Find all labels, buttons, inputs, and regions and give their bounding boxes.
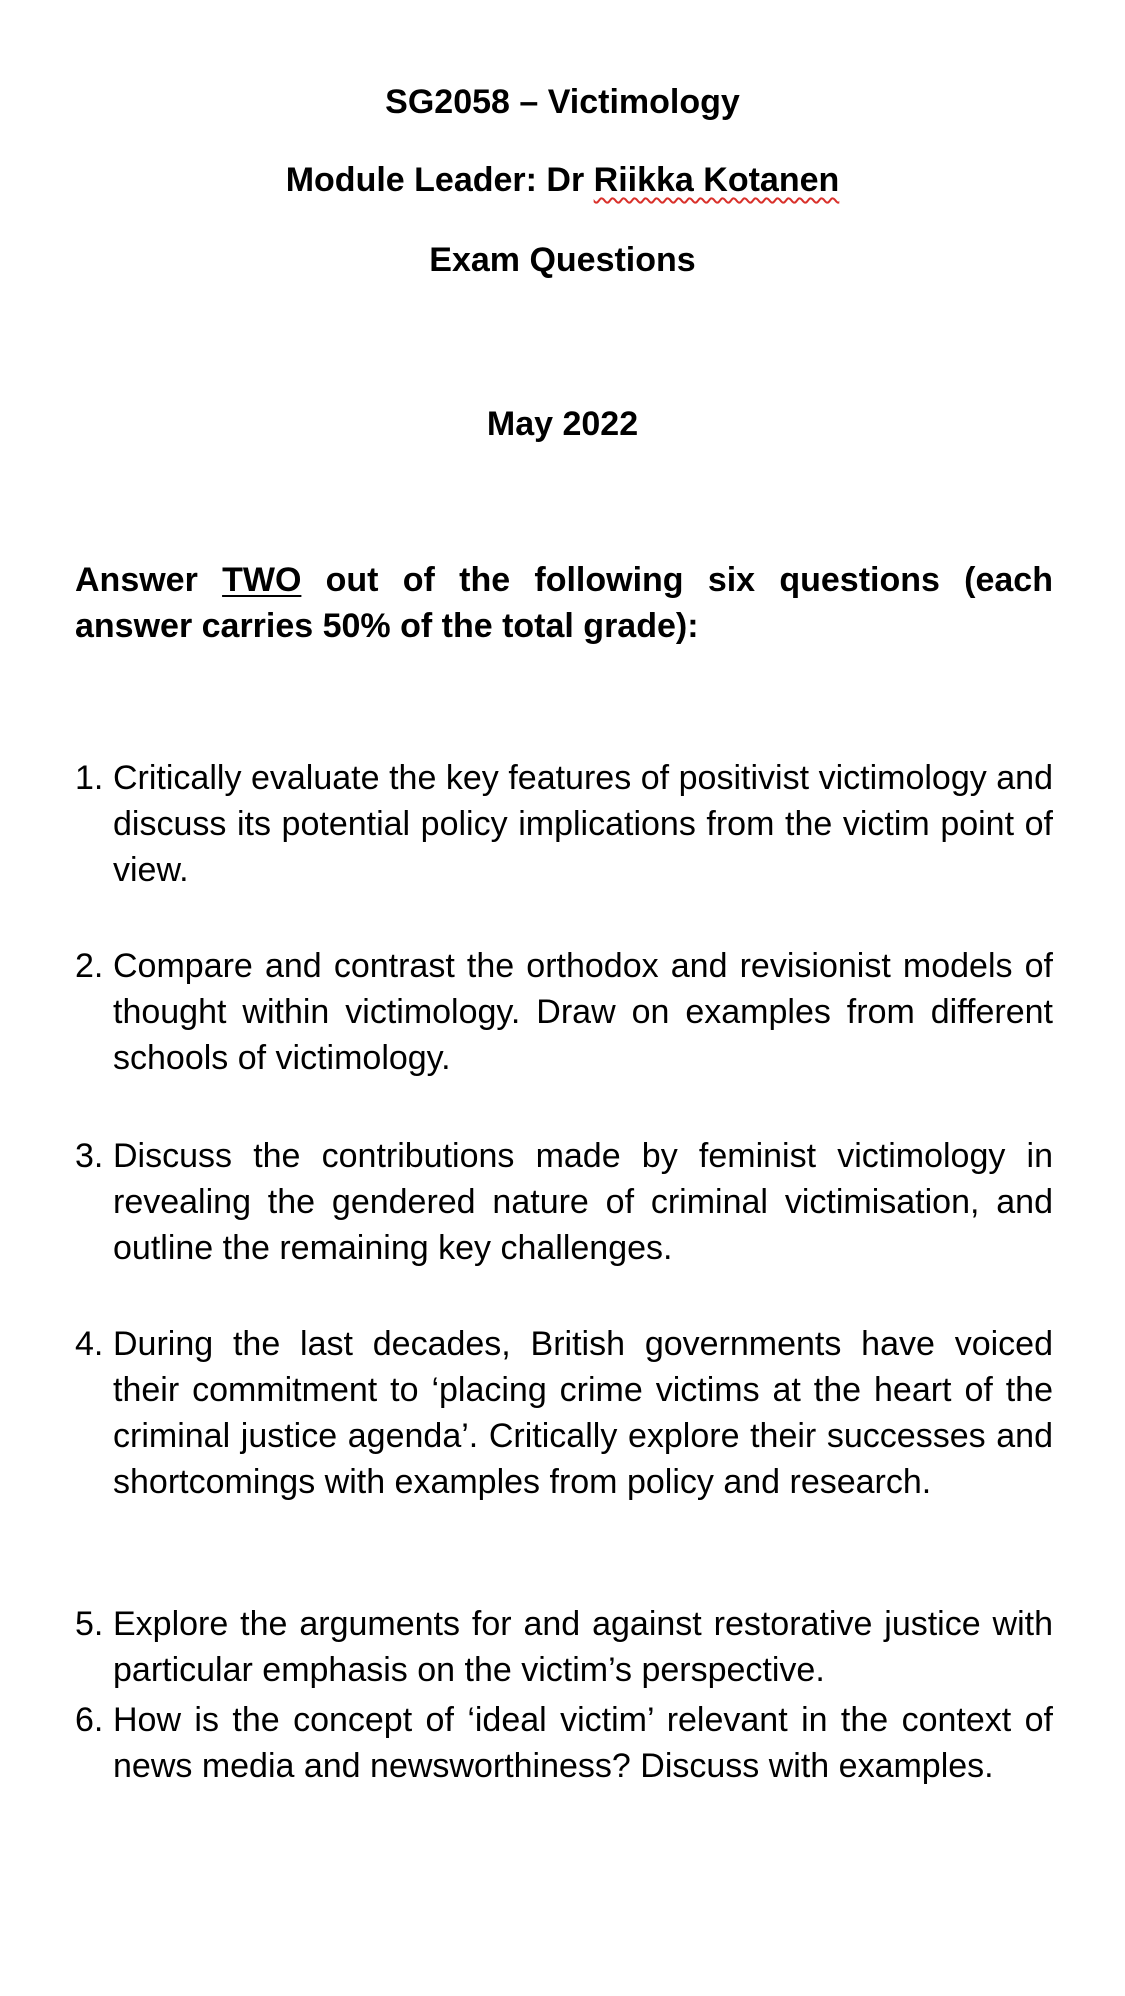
question-number: 6. xyxy=(75,1701,104,1739)
question-text: Critically evaluate the key features of positivist victimology and discuss its potential policy implications from the victim point of view. xyxy=(113,759,1053,889)
instructions-emphasis: TWO xyxy=(222,561,302,599)
exam-subtitle xyxy=(0,240,1125,280)
question-number: 5. xyxy=(75,1605,104,1643)
question-6 xyxy=(75,1697,1053,1789)
question-2 xyxy=(75,943,1053,1081)
question-number: 4. xyxy=(75,1325,104,1363)
question-number: 2. xyxy=(75,947,104,985)
question-3 xyxy=(75,1133,1053,1271)
instructions-before: Answer xyxy=(75,561,223,599)
question-number: 1. xyxy=(75,759,104,797)
question-5 xyxy=(75,1601,1053,1693)
question-text: Explore the arguments for and against restorative justice with particular emphasis on the victim’s perspective. xyxy=(113,1605,1053,1689)
module-leader-prefix: Module Leader: Dr xyxy=(285,161,594,199)
question-4 xyxy=(75,1321,1053,1505)
question-text: During the last decades, British governments have voiced their commitment to ‘placing crime victims at the heart of the criminal justice agenda’. Critically explore their successes and shortcomings with examples from policy and research. xyxy=(113,1325,1053,1501)
question-text: How is the concept of ‘ideal victim’ relevant in the context of news media and newsworthiness? Discuss with examples. xyxy=(113,1701,1053,1785)
question-text: Discuss the contributions made by feminist victimology in revealing the gendered nature of criminal victimisation, and outline the remaining key challenges. xyxy=(113,1137,1053,1267)
instructions-after: out of the following six questions (each answer carries 50% of the total grade): xyxy=(75,561,1053,645)
module-leader-name: Riikka Kotanen xyxy=(593,161,840,199)
exam-subtitle-text: Exam Questions xyxy=(429,241,696,279)
course-title-text: SG2058 – Victimology xyxy=(385,83,740,121)
question-text: Compare and contrast the orthodox and revisionist models of thought within victimology. Draw on examples from different schools of victimology. xyxy=(113,947,1053,1077)
course-title xyxy=(0,82,1125,122)
question-1 xyxy=(75,755,1053,893)
instructions xyxy=(75,557,1053,649)
exam-date xyxy=(0,404,1125,444)
question-number: 3. xyxy=(75,1137,104,1175)
exam-date-text: May 2022 xyxy=(486,405,639,443)
module-leader xyxy=(0,160,1125,200)
